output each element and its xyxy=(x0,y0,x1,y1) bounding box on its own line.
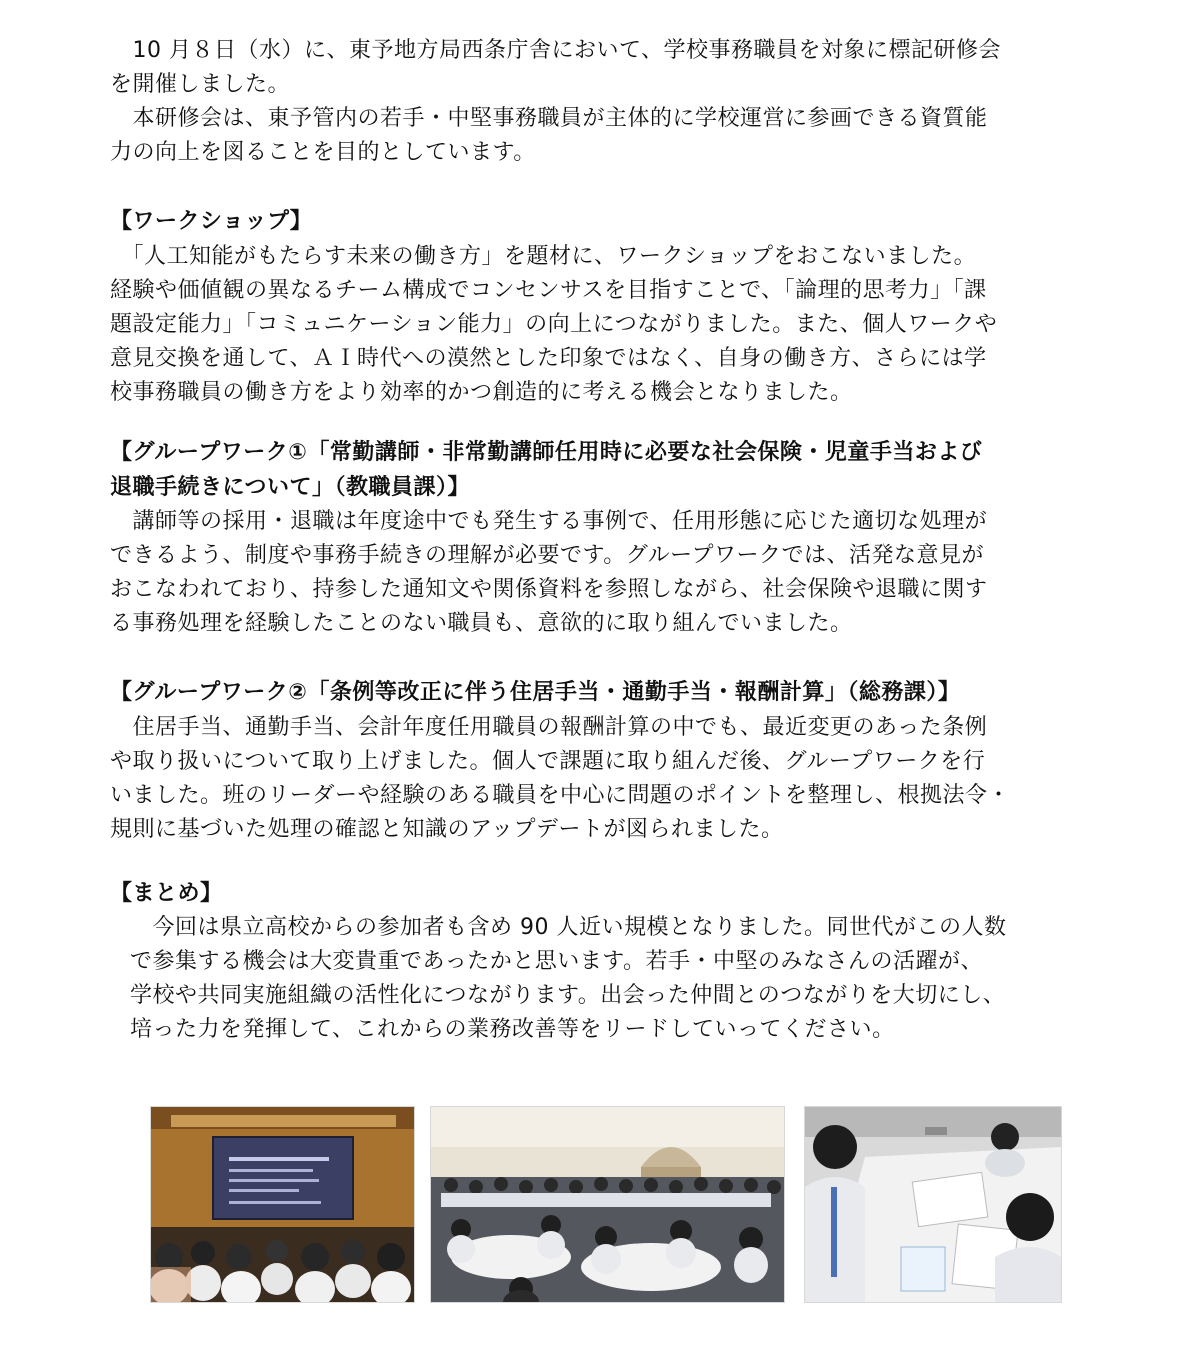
group1-line-2: できるよう、制度や事務手続きの理解が必要です。グループワークでは、活発な意見が xyxy=(110,543,984,568)
workshop-line-1: 「人工知能がもたらす未来の働き方」を題材に、ワークショップをおこないました。 xyxy=(110,244,977,269)
summary-line-3: 学校や共同実施組織の活性化につながります。出会った仲間とのつながりを大切にし、 xyxy=(130,983,1006,1008)
workshop-line-5: 校事務職員の働き方をより効率的かつ創造的に考える機会となりました。 xyxy=(110,380,853,405)
group1-line-3: おこなわれており、持参した通知文や関係資料を参照しながら、社会保険や退職に関す xyxy=(110,577,988,602)
group1-line-1: 講師等の採用・退職は年度途中でも発生する事例で、任用形態に応じた適切な処理が xyxy=(110,509,988,534)
photo-hall-screen xyxy=(150,1106,415,1303)
group2-line-4: 規則に基づいた処理の確認と知識のアップデートが図られました。 xyxy=(110,817,784,842)
photo-group-tables xyxy=(430,1106,785,1303)
group2-line-3: いました。班のリーダーや経験のある職員を中心に問題のポイントを整理し、根拠法令・ xyxy=(110,783,1011,808)
summary-line-2: で参集する機会は大変貴重であったかと思います。若手・中堅のみなさんの活躍が、 xyxy=(130,949,984,974)
summary-line-4: 培った力を発揮して、これからの業務改善等をリードしていってください。 xyxy=(130,1017,895,1042)
group2-heading: 【グループワーク②「条例等改正に伴う住居手当・通勤手当・報酬計算」（総務課）】 xyxy=(110,680,961,705)
intro-line-3: 本研修会は、東予管内の若手・中堅事務職員が主体的に学校運営に参画できる資質能 xyxy=(110,106,988,131)
group1-heading-line-1: 【グループワーク①「常勤講師・非常勤講師任用時に必要な社会保険・児童手当および xyxy=(110,440,983,465)
workshop-line-3: 題設定能力」「コミュニケーション能力」の向上につながりました。また、個人ワークや xyxy=(110,312,998,337)
summary-line-1: 今回は県立高校からの参加者も含め 90 人近い規模となりました。同世代がこの人数 xyxy=(130,915,1007,940)
intro-line-2: を開催しました。 xyxy=(110,72,291,97)
workshop-heading: 【ワークショップ】 xyxy=(110,209,313,234)
intro-line-1: 10 月８日（水）に、東予地方局西条庁舎において、学校事務職員を対象に標記研修会 xyxy=(110,38,1002,63)
workshop-line-2: 経験や価値観の異なるチーム構成でコンセンサスを目指すことで、「論理的思考力」「課 xyxy=(110,278,987,303)
group2-line-1: 住居手当、通勤手当、会計年度任用職員の報酬計算の中でも、最近変更のあった条例 xyxy=(110,715,988,740)
summary-heading: 【まとめ】 xyxy=(110,881,223,906)
group1-line-4: る事務処理を経験したことのない職員も、意欲的に取り組んでいました。 xyxy=(110,611,853,636)
intro-line-4: 力の向上を図ることを目的としています。 xyxy=(110,140,536,165)
workshop-line-4: 意見交換を通して、ＡＩ時代への漠然とした印象ではなく、自身の働き方、さらには学 xyxy=(110,346,987,371)
group1-heading-line-2: 退職手続きについて」（教職員課）】 xyxy=(110,475,471,500)
photo-document-review xyxy=(804,1106,1062,1303)
group2-line-2: や取り扱いについて取り上げました。個人で課題に取り組んだ後、グループワークを行 xyxy=(110,749,986,774)
